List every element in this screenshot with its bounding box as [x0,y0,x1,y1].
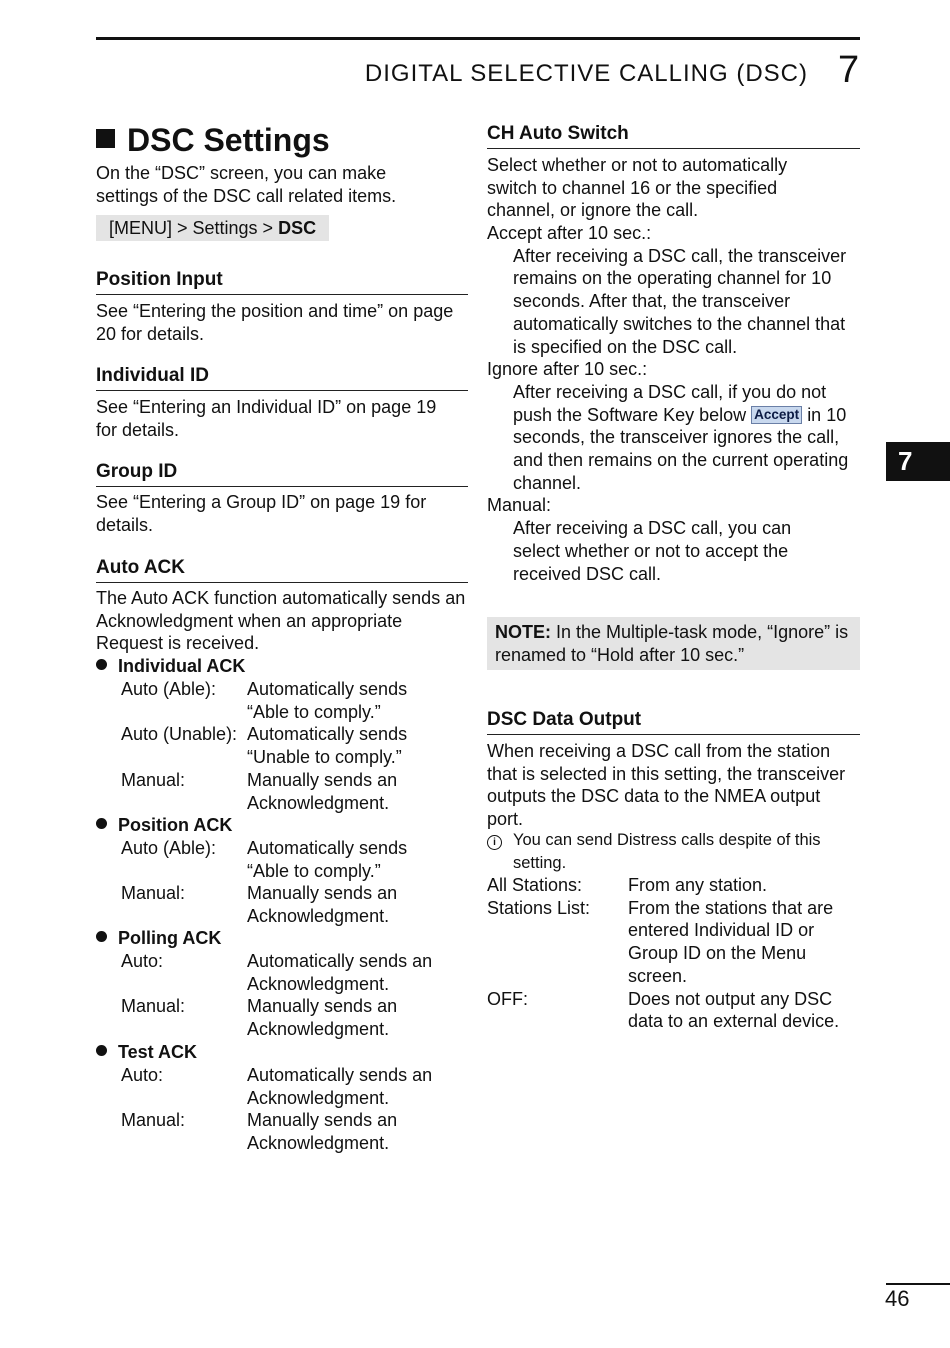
group-id-text: See “Entering a Group ID” on page 19 for details. [96,492,427,535]
option-term: Auto (Able): [121,838,217,858]
group-id-heading: Group ID [96,460,468,487]
position-ack-list [121,837,468,928]
list-item [487,874,860,897]
note-label: NOTE: [495,622,551,642]
list-item [121,723,468,768]
option-desc: Does not output any DSC data to an external device. [628,988,840,1032]
polling-ack-title [96,927,221,950]
auto-ack-text: The Auto ACK function automatically sends an Acknowledgment when an appropriate Request is received. [96,588,466,654]
position-ack-title [96,814,232,837]
option-desc-manual: After receiving a DSC call, you can select whether or not to accept the received DSC call. [513,518,792,584]
accept-softkey[interactable]: Accept [751,406,802,424]
option-desc: From any station. [628,875,768,895]
option-desc: Manually sends an Acknowledgment. [247,883,398,927]
option-term: Auto: [121,1065,164,1085]
option-term: Manual: [121,769,186,790]
chapter-side-tab: 7 [886,442,950,481]
note-box [487,617,860,670]
option-term: Auto (Unable): [121,724,238,745]
list-item [121,882,468,927]
individual-ack-list [121,678,468,814]
ch-auto-switch-text: Select whether or not to automatically switch to channel 16 or the specified channel, or ignore the call. [487,155,788,221]
list-item [487,897,860,988]
list-item [121,1064,468,1109]
test-ack-title [96,1041,197,1064]
list-item [121,769,468,814]
chapter-title: DIGITAL SELECTIVE CALLING (DSC) [364,60,808,87]
section-title-text: DSC Settings [127,122,330,158]
option-term: Stations List: [487,897,591,918]
bullet-label: Polling ACK [118,928,222,948]
info-icon: i [487,835,502,850]
chapter-number: 7 [838,49,860,91]
option-desc-accept: After receiving a DSC call, the transceiver remains on the operating channel for 10 seconds. After that, the transceiver automatically switches to the channel that is specified on the DSC call. [513,245,847,357]
auto-ack-heading: Auto ACK [96,556,468,583]
list-item [121,995,468,1040]
individual-id-text: See “Entering an Individual ID” on page 19 for details. [96,397,437,440]
option-label-ignore: Ignore after 10 sec.: [487,359,648,380]
page-number: 46 [885,1286,910,1311]
header-rule [96,37,860,40]
individual-id-heading: Individual ID [96,364,468,391]
bullet-icon [96,1045,107,1056]
bullet-icon [96,818,107,829]
individual-ack-title [96,655,245,678]
dsc-data-output-heading: DSC Data Output [487,708,860,735]
polling-ack-list [121,950,468,1041]
bullet-label: Test ACK [118,1042,198,1062]
option-desc-ignore [487,381,860,495]
option-desc: Automatically sends “Able to comply.” [247,679,408,722]
note-text: In the Multiple-task mode, “Ignore” is renamed to “Hold after 10 sec.” [495,622,849,665]
page-number-rule [886,1283,950,1285]
option-desc: Automatically sends “Able to comply.” [247,838,408,881]
section-title [96,121,330,159]
option-desc: Automatically sends an Acknowledgment. [247,951,433,994]
bullet-icon [96,659,107,670]
position-input-heading: Position Input [96,268,468,295]
list-item [487,988,860,1033]
option-desc: Automatically sends an Acknowledgment. [247,1065,433,1108]
option-term: All Stations: [487,875,583,895]
option-term: Manual: [121,996,186,1017]
option-term: OFF: [487,988,528,1009]
option-desc: Manually sends an Acknowledgment. [247,996,398,1040]
ch-auto-switch-heading: CH Auto Switch [487,122,860,149]
info-line [487,829,860,874]
option-desc-ignore-end: in 10 seconds, the transceiver ignores the call, and then remains on the current operating channel. [513,404,849,493]
section-intro: On the “DSC” screen, you can make settings of the DSC call related items. [96,163,397,206]
list-item [121,950,468,995]
list-item [121,837,468,882]
option-desc-ignore-start: After receiving a DSC call, if you do not push the Software Key below [513,381,827,425]
ch-auto-switch-options [487,222,860,585]
list-item [121,678,468,723]
option-term: Manual: [121,883,186,904]
bullet-icon [96,931,107,942]
bullet-label: Position ACK [118,815,233,835]
test-ack-list [121,1064,468,1155]
menu-path-target: DSC [278,218,317,238]
option-label-accept: Accept after 10 sec.: [487,223,652,243]
option-term: Auto: [121,951,164,971]
list-item [121,1109,468,1154]
square-bullet-icon [96,129,115,148]
dsc-data-output-text: When receiving a DSC call from the station that is selected in this setting, the transceiver outputs the DSC data to the NMEA output port. [487,741,846,830]
option-desc: Automatically sends “Unable to comply.” [247,724,408,768]
position-input-text: See “Entering the position and time” on page 20 for details. [96,301,454,344]
option-label-manual: Manual: [487,495,552,516]
dsc-data-output-list [487,874,860,1033]
option-term: Manual: [121,1110,186,1131]
option-term: Auto (Able): [121,679,217,699]
info-icon-wrap [487,829,513,874]
option-desc: Manually sends an Acknowledgment. [247,1110,398,1154]
info-note [487,829,860,874]
info-text: You can send Distress calls despite of this setting. [513,831,821,872]
menu-path-prefix: [MENU] > Settings > [109,218,279,238]
bullet-label: Individual ACK [118,656,246,676]
option-desc: From the stations that are entered Individual ID or Group ID on the Menu screen. [628,897,834,986]
option-desc: Manually sends an Acknowledgment. [247,769,398,813]
menu-path [96,215,329,241]
